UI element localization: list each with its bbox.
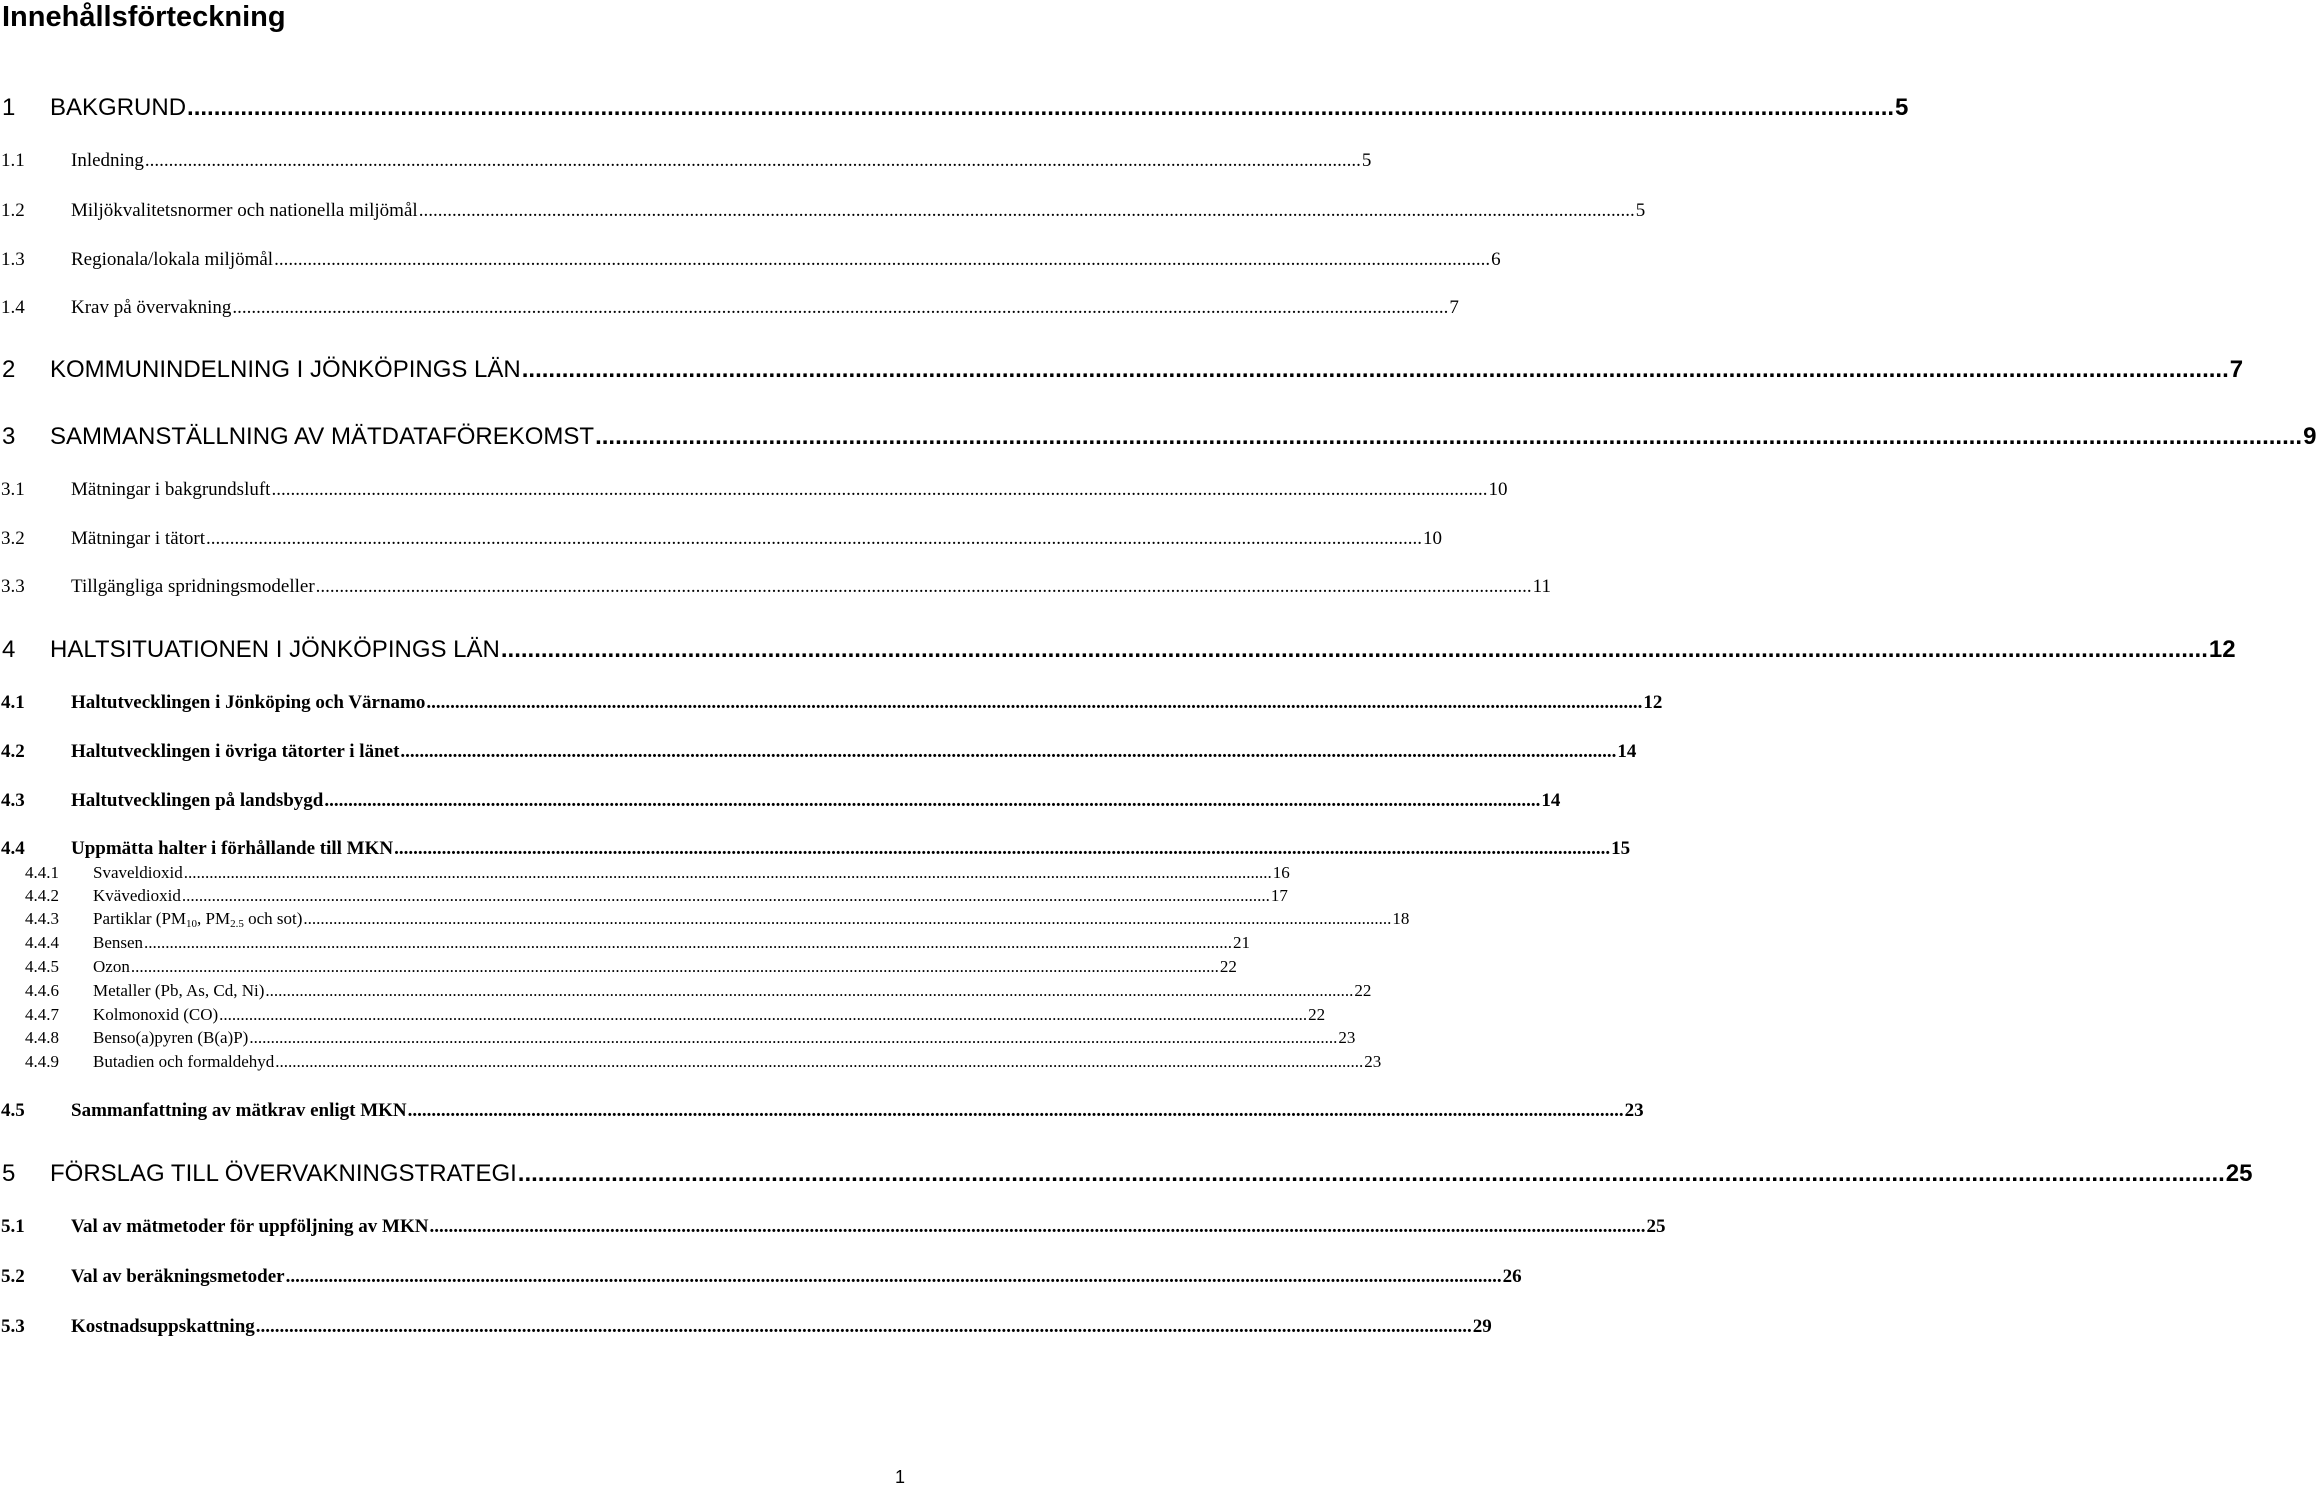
toc-page-number: 25 — [2225, 1160, 2253, 1187]
toc-entry-5-1[interactable] — [0, 1216, 1666, 1238]
toc-entry-4-4-3[interactable] — [0, 909, 1410, 930]
dot-leader — [187, 94, 1894, 122]
dot-leader — [184, 863, 1272, 883]
toc-entry-4[interactable] — [0, 636, 2236, 664]
toc-page-number: 5 — [1895, 94, 1909, 121]
toc-entry-4-4-6[interactable] — [0, 981, 1372, 1001]
toc-page-number: 21 — [1233, 933, 1251, 952]
toc-number: 5 — [2, 1160, 16, 1187]
toc-entry-4-4-2[interactable] — [0, 886, 1288, 906]
dot-leader — [145, 150, 1361, 172]
dot-leader — [274, 249, 1490, 271]
toc-entry-2[interactable] — [0, 356, 2244, 384]
toc-number: 4.4.8 — [25, 1028, 59, 1047]
toc-entry-4-4-1[interactable] — [0, 863, 1290, 883]
toc-page-number: 23 — [1364, 1052, 1382, 1071]
toc-page-number: 10 — [1423, 528, 1443, 549]
dot-leader — [182, 886, 1270, 906]
toc-page-number: 10 — [1488, 479, 1508, 500]
toc-page-number: 5 — [1361, 150, 1372, 171]
toc-entry-5-2[interactable] — [0, 1266, 1522, 1288]
dot-leader — [219, 1005, 1307, 1025]
toc-number: 4.4.5 — [25, 957, 59, 976]
toc-number: 4.4.9 — [25, 1052, 59, 1071]
toc-page-number: 17 — [1270, 886, 1288, 905]
page-title: Innehållsförteckning — [2, 1, 286, 33]
toc-number: 4.1 — [1, 692, 25, 713]
toc-entry-4-2[interactable] — [0, 741, 1637, 763]
toc-number: 4.2 — [1, 741, 25, 762]
toc-number: 5.1 — [1, 1216, 25, 1237]
toc-entry-4-4-8[interactable] — [0, 1028, 1356, 1048]
toc-label: Sammanfattning av mätkrav enligt MKN — [71, 1100, 407, 1121]
toc-label: Mätningar i tätort — [71, 528, 206, 549]
label-part: Partiklar (PM — [93, 909, 187, 928]
dot-leader — [232, 297, 1448, 319]
label-part: och sot) — [243, 909, 303, 928]
toc-entry-4-1[interactable] — [0, 692, 1663, 714]
toc-entry-1-2[interactable] — [0, 200, 1646, 222]
toc-number: 4 — [2, 636, 16, 663]
toc-number: 4.4.3 — [25, 909, 59, 928]
toc-entry-3[interactable] — [0, 423, 2316, 451]
toc-number: 5.2 — [1, 1266, 25, 1287]
toc-label: HALTSITUATIONEN I JÖNKÖPINGS LÄN — [50, 636, 500, 663]
toc-number: 1.1 — [1, 150, 25, 171]
toc-page-number: 22 — [1219, 957, 1237, 976]
toc-number: 1.2 — [1, 200, 25, 221]
page-number-footer: 1 — [894, 1467, 905, 1487]
toc-label: BAKGRUND — [50, 94, 187, 121]
toc-number: 3.1 — [1, 479, 25, 500]
toc-page-number: 15 — [1611, 838, 1631, 859]
toc-page-number: 12 — [2208, 636, 2236, 663]
toc-number: 4.5 — [1, 1100, 25, 1121]
toc-label: Kostnadsuppskattning — [71, 1316, 255, 1337]
toc-page-number: 16 — [1272, 863, 1290, 882]
toc-entry-3-3[interactable] — [0, 576, 1551, 598]
toc-page-number: 23 — [1624, 1100, 1644, 1121]
dot-leader — [206, 528, 1422, 550]
toc-label: Miljökvalitetsnormer och nationella miljömål — [71, 200, 418, 221]
toc-label: Kolmonoxid (CO) — [93, 1005, 219, 1024]
toc-entry-4-4[interactable] — [0, 838, 1631, 860]
dot-leader — [501, 636, 2208, 664]
toc-page-number: 11 — [1532, 576, 1551, 597]
toc-label: Krav på övervakning — [71, 297, 232, 318]
dot-leader — [144, 933, 1232, 953]
toc-number: 5.3 — [1, 1316, 25, 1337]
subscript: 2.5 — [230, 918, 244, 930]
toc-entry-4-5[interactable] — [0, 1100, 1644, 1122]
toc-label: FÖRSLAG TILL ÖVERVAKNINGSTRATEGI — [50, 1160, 517, 1187]
dot-leader — [518, 1160, 2225, 1188]
toc-page-number: 23 — [1338, 1028, 1356, 1047]
toc-number: 4.4.2 — [25, 886, 59, 905]
dot-leader — [256, 1316, 1472, 1338]
toc-label: Regionala/lokala miljömål — [71, 249, 274, 270]
toc-page-number: 9 — [2303, 423, 2316, 450]
toc-label: SAMMANSTÄLLNING AV MÄTDATAFÖREKOMST — [50, 423, 595, 450]
toc-label — [93, 909, 302, 930]
toc-page-number: 5 — [1635, 200, 1646, 221]
dot-leader — [595, 423, 2302, 451]
toc-entry-4-4-4[interactable] — [0, 933, 1251, 953]
toc-entry-4-3[interactable] — [0, 790, 1561, 812]
toc-entry-1-3[interactable] — [0, 249, 1501, 271]
toc-number: 4.3 — [1, 790, 25, 811]
toc-page-number: 14 — [1541, 790, 1561, 811]
toc-number: 4.4.1 — [25, 863, 59, 882]
toc-page-number: 18 — [1392, 909, 1410, 928]
dot-leader — [316, 576, 1532, 598]
label-part: , PM — [197, 909, 231, 928]
toc-label: Uppmätta halter i förhållande till MKN — [71, 838, 394, 859]
dot-leader — [303, 909, 1391, 929]
toc-entry-5[interactable] — [0, 1160, 2253, 1188]
toc-entry-1-4[interactable] — [0, 297, 1459, 319]
toc-label: Metaller (Pb, As, Cd, Ni) — [93, 981, 265, 1000]
toc-page-number: 7 — [2229, 356, 2244, 383]
toc-label: Ozon — [93, 957, 130, 976]
toc-label: Inledning — [71, 150, 144, 171]
toc-number: 2 — [2, 356, 16, 383]
toc-number: 1.3 — [1, 249, 25, 270]
toc-page-number: 22 — [1308, 1005, 1326, 1024]
dot-leader — [131, 957, 1219, 977]
dot-leader — [249, 1028, 1337, 1048]
toc-entry-4-4-5[interactable] — [0, 957, 1237, 977]
toc-number: 1.4 — [1, 297, 25, 318]
toc-page-number: 26 — [1502, 1266, 1522, 1287]
toc-label: Tillgängliga spridningsmodeller — [71, 576, 315, 597]
toc-label: Val av beräkningsmetoder — [71, 1266, 285, 1287]
toc-entry-4-4-9[interactable] — [0, 1052, 1382, 1072]
toc-label: Bensen — [93, 933, 144, 952]
toc-number: 3.2 — [1, 528, 25, 549]
dot-leader — [408, 1100, 1624, 1122]
dot-leader — [522, 356, 2229, 384]
toc-number: 3 — [2, 423, 16, 450]
dot-leader — [265, 981, 1353, 1001]
dot-leader — [275, 1052, 1363, 1072]
toc-page-number: 25 — [1646, 1216, 1666, 1237]
dot-leader — [400, 741, 1616, 763]
subscript: 10 — [186, 918, 198, 930]
toc-label: Haltutvecklingen på landsbygd — [71, 790, 324, 811]
dot-leader — [324, 790, 1540, 812]
toc-label: Val av mätmetoder för uppföljning av MKN — [71, 1216, 429, 1237]
toc-page-number: 7 — [1449, 297, 1459, 318]
toc-entry-3-2[interactable] — [0, 528, 1443, 550]
toc-entry-4-4-7[interactable] — [0, 1005, 1326, 1025]
toc-entry-3-1[interactable] — [0, 479, 1508, 501]
dot-leader — [394, 838, 1610, 860]
dot-leader — [419, 200, 1635, 222]
toc-label: Haltutvecklingen i övriga tätorter i länet — [71, 741, 400, 762]
dot-leader — [286, 1266, 1502, 1288]
toc-label: Benso(a)pyren (B(a)P) — [93, 1028, 249, 1047]
toc-number: 4.4.7 — [25, 1005, 59, 1024]
toc-number: 4.4.4 — [25, 933, 59, 952]
toc-label: Mätningar i bakgrundsluft — [71, 479, 271, 500]
toc-label: Svaveldioxid — [93, 863, 183, 882]
toc-page-number: 29 — [1472, 1316, 1492, 1337]
dot-leader — [429, 1216, 1645, 1238]
toc-entry-1[interactable] — [0, 94, 1909, 122]
dot-leader — [426, 692, 1642, 714]
toc-number: 3.3 — [1, 576, 25, 597]
toc-page-number: 14 — [1617, 741, 1637, 762]
toc-number: 4.4 — [1, 838, 25, 859]
toc-label: Haltutvecklingen i Jönköping och Värnamo — [71, 692, 426, 713]
toc-page-number: 6 — [1491, 249, 1501, 270]
toc-entry-1-1[interactable] — [0, 150, 1372, 172]
toc-number: 4.4.6 — [25, 981, 59, 1000]
dot-leader — [271, 479, 1487, 501]
toc-label: Kvävedioxid — [93, 886, 181, 905]
toc-page-number: 12 — [1643, 692, 1663, 713]
toc-page-number: 22 — [1354, 981, 1372, 1000]
toc-label: KOMMUNINDELNING I JÖNKÖPINGS LÄN — [50, 356, 521, 383]
toc-entry-5-3[interactable] — [0, 1316, 1492, 1338]
toc-number: 1 — [2, 94, 16, 121]
toc-label: Butadien och formaldehyd — [93, 1052, 275, 1071]
